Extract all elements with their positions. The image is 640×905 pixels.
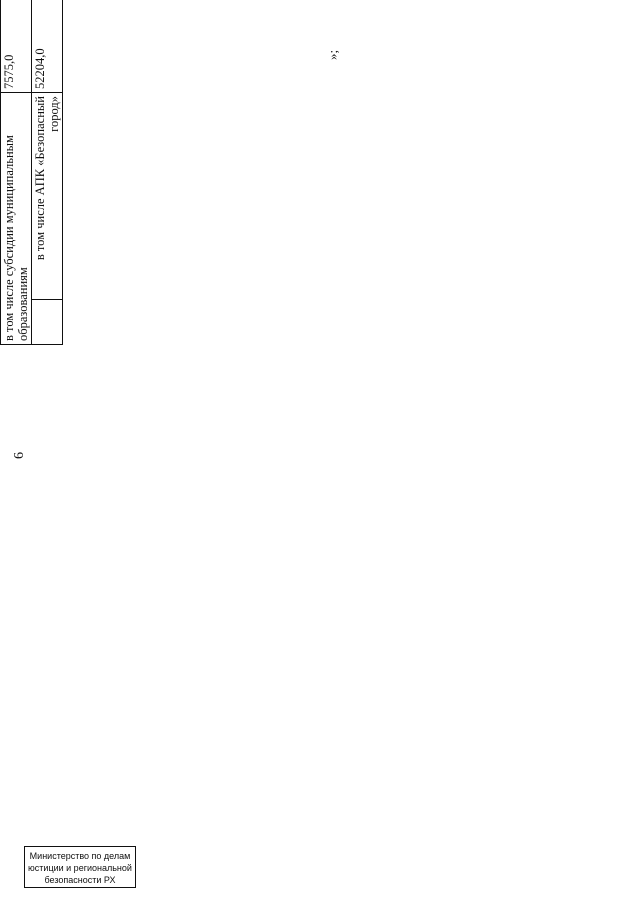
total-cell: 52204,0 (32, 0, 63, 93)
program-table (0, 0, 63, 345)
table-cell (32, 300, 63, 345)
ministry-stamp: Министерство по делам юстиции и региональной безопасности РХ (24, 846, 136, 888)
total-cell: 7575,0 (1, 0, 32, 93)
total-row (32, 0, 63, 345)
total-label: в том числе субсидии муниципальным образованиям (1, 93, 32, 345)
closing-quote: »; (325, 49, 340, 60)
page-number: 6 (12, 452, 27, 459)
total-row (1, 0, 32, 345)
total-label: в том числе АПК «Безопасный город» (32, 93, 63, 300)
